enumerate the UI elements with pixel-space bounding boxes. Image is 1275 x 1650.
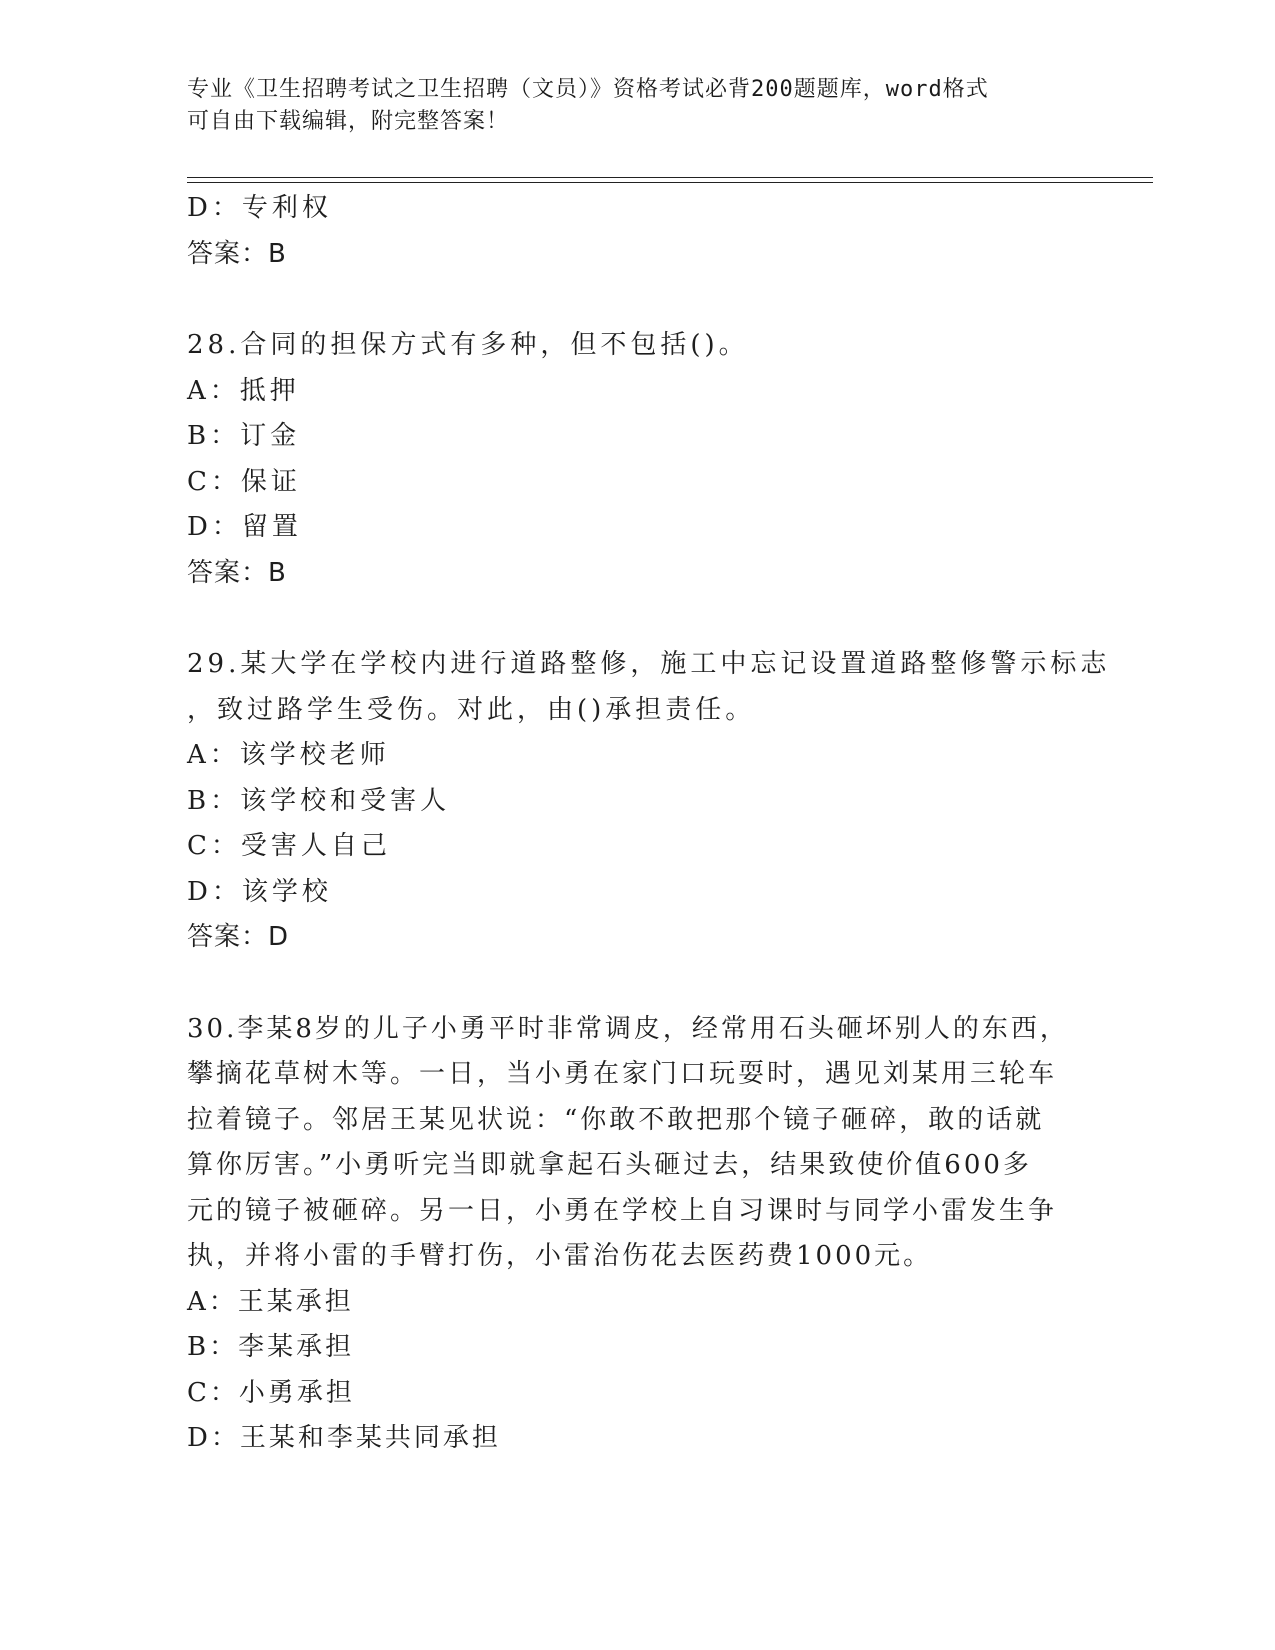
question-stem-cont: 元的镜子被砸碎。另一日，小勇在学校上自习课时与同学小雷发生争	[187, 1195, 1058, 1226]
question-28	[187, 323, 1067, 596]
header-line-2: 可自由下载编辑，附完整答案！	[187, 109, 510, 134]
option-b: B：订金	[187, 421, 301, 451]
header-rule-bottom	[187, 182, 1153, 183]
option-c: C：保证	[187, 466, 301, 497]
question-stem-cont: 算你厉害。”小勇听完当即就拿起石头砸过去，结果致使价值600多	[187, 1150, 1032, 1180]
option-c: C：小勇承担	[187, 1377, 355, 1408]
question-stem: 29.某大学在学校内进行道路整修，施工中忘记设置道路整修警示标志	[187, 649, 1111, 679]
answer: 答案：D	[187, 922, 290, 952]
header-rule-top	[187, 177, 1153, 178]
question-stem: 28.合同的担保方式有多种，但不包括()。	[187, 330, 749, 360]
option-d: D：留置	[187, 512, 302, 542]
answer: 答案：B	[187, 557, 287, 588]
question-30	[187, 1007, 1067, 1462]
question-stem: 30.李某8岁的儿子小勇平时非常调皮，经常用石头砸坏别人的东西，	[187, 1013, 1069, 1044]
prev-option-d: D：专利权	[187, 193, 332, 223]
question-stem-cont: 拉着镜子。邻居王某见状说：“你敢不敢把那个镜子砸碎，敢的话就	[187, 1104, 1045, 1135]
question-29	[187, 642, 1111, 961]
question-stem-cont: 执，并将小雷的手臂打伤，小雷治伤花去医药费1000元。	[187, 1241, 933, 1271]
option-d: D：王某和李某共同承担	[187, 1423, 501, 1453]
option-d: D：该学校	[187, 876, 332, 907]
question-stem-cont: ，致过路学生受伤。对此，由()承担责任。	[187, 694, 756, 725]
option-c: C：受害人自己	[187, 831, 391, 861]
header-line-1: 专业《卫生招聘考试之卫生招聘（文员）》资格考试必背200题题库，word格式	[187, 77, 989, 102]
option-a: A：王某承担	[187, 1286, 354, 1317]
option-b: B：李某承担	[187, 1332, 355, 1362]
option-a: A：该学校老师	[187, 740, 390, 770]
question-stem-cont: 攀摘花草树木等。一日，当小勇在家门口玩耍时，遇见刘某用三轮车	[187, 1059, 1058, 1089]
prev-answer: 答案：B	[187, 238, 287, 269]
option-b: B：该学校和受害人	[187, 785, 451, 816]
option-a: A：抵押	[187, 375, 300, 406]
document-body	[187, 186, 1111, 1462]
document-header	[187, 74, 1067, 138]
